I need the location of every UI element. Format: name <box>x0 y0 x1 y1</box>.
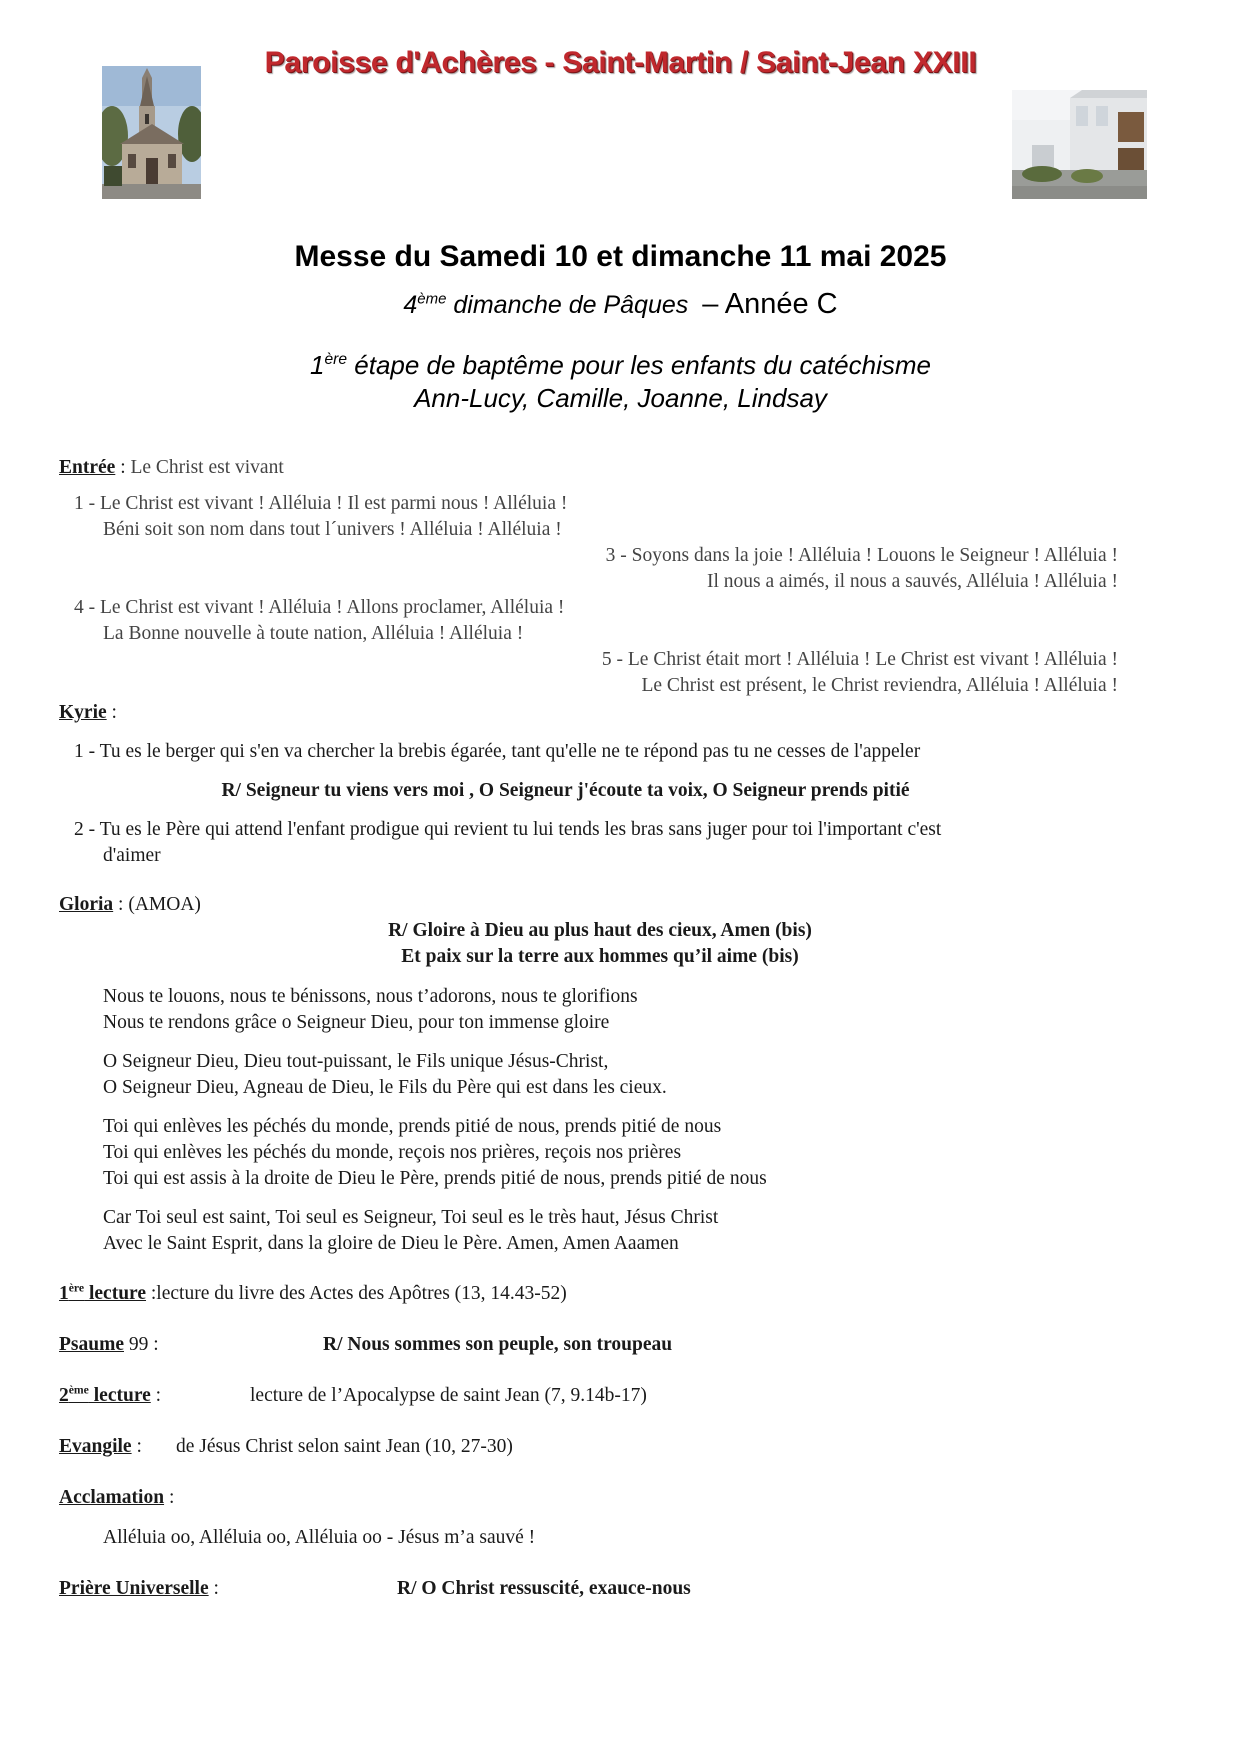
baptism-step-line <box>0 349 1241 382</box>
kyrie-refrain: R/ Seigneur tu viens vers moi , O Seigneur j'écoute ta voix, O Seigneur prends pitié <box>221 780 910 801</box>
gloria-line: Toi qui enlèves les péchés du monde, prends pitié de nous, prends pitié de nous <box>103 1116 722 1137</box>
gospel-text: de Jésus Christ selon saint Jean (10, 27-30) <box>176 1436 513 1457</box>
baptism-step-number: 1 <box>310 350 325 380</box>
universal-prayer-sep: : <box>208 1578 219 1599</box>
universal-prayer-label: Prière Universelle <box>59 1578 209 1599</box>
gospel-label: Evangile <box>59 1436 132 1457</box>
acclamation-label: Acclamation <box>59 1487 165 1508</box>
gospel-sep: : <box>131 1436 142 1457</box>
gloria-refrain-2: Et paix sur la terre aux hommes qu’il aime (bis) <box>401 946 799 967</box>
gloria-line: Toi qui est assis à la droite de Dieu le Père, prends pitié de nous, prends pitié de nous <box>103 1168 767 1189</box>
universal-prayer <box>59 1576 219 1602</box>
entree-verse-line: Béni soit son nom dans tout l´univers ! Alléluia ! Alléluia ! <box>103 519 562 540</box>
gloria-heading <box>59 892 201 918</box>
second-reading-sep: : <box>150 1385 162 1406</box>
entree-label: Entrée <box>59 457 116 478</box>
psalm-refrain: R/ Nous sommes son peuple, son troupeau <box>323 1334 673 1355</box>
psalm-number: 99 : <box>124 1334 159 1355</box>
children-names: Ann-Lucy, Camille, Joanne, Lindsay <box>414 383 827 413</box>
second-reading <box>59 1383 161 1409</box>
entree-heading <box>59 455 284 481</box>
acclamation-sep: : <box>164 1487 175 1508</box>
entree-verse-line: 5 - Le Christ était mort ! Alléluia ! Le Christ est vivant ! Alléluia ! <box>601 649 1118 670</box>
acclamation-text: Alléluia oo, Alléluia oo, Alléluia oo - Jésus m’a sauvé ! <box>103 1527 536 1548</box>
kyrie-label: Kyrie <box>59 702 107 723</box>
psalm-label: Psaume <box>59 1334 124 1355</box>
entree-verse-line: La Bonne nouvelle à toute nation, Alléluia ! Alléluia ! <box>103 623 524 644</box>
kyrie-verse-1: 1 - Tu es le berger qui s'en va chercher la brebis égarée, tant qu'elle ne te répond pas tu ne cesses de l'appeler <box>74 741 921 762</box>
gloria-line: Avec le Saint Esprit, dans la gloire de Dieu le Père. Amen, Amen Aaamen <box>103 1233 679 1254</box>
baptism-step-text: étape de baptême pour les enfants du catéchisme <box>347 350 931 380</box>
liturgical-year: – Année C <box>702 288 838 320</box>
psalm <box>59 1332 159 1358</box>
gloria-line: O Seigneur Dieu, Agneau de Dieu, le Fils du Père qui est dans les cieux. <box>103 1077 667 1098</box>
liturgical-day-text: dimanche de Pâques <box>446 291 689 319</box>
entree-verse-line: 4 - Le Christ est vivant ! Alléluia ! Allons proclamer, Alléluia ! <box>74 597 565 618</box>
liturgical-day <box>0 288 1241 321</box>
baptism-step <box>0 349 1241 415</box>
entree-verse-line: 1 - Le Christ est vivant ! Alléluia ! Il est parmi nous ! Alléluia ! <box>74 493 568 514</box>
first-reading <box>59 1281 567 1307</box>
gloria-line: Nous te louons, nous te bénissons, nous t’adorons, nous te glorifions <box>103 986 638 1007</box>
kyrie-sep: : <box>106 702 117 723</box>
mass-title: Messe du Samedi 10 et dimanche 11 mai 2025 <box>294 240 947 273</box>
liturgical-day-sup: ème <box>417 290 447 308</box>
gloria-sep: : (AMOA) <box>113 894 201 915</box>
gloria-line: Car Toi seul est saint, Toi seul es Seigneur, Toi seul es le très haut, Jésus Christ <box>103 1207 719 1228</box>
second-reading-label: lecture <box>88 1385 151 1406</box>
gloria-line: Toi qui enlèves les péchés du monde, reçois nos prières, reçois nos prières <box>103 1142 682 1163</box>
kyrie-verse-2-cont: d'aimer <box>103 845 161 866</box>
kyrie-verse-2: 2 - Tu es le Père qui attend l'enfant prodigue qui revient tu lui tends les bras sans juger pour toi l'important c'est <box>74 819 942 840</box>
church-photo <box>102 66 201 199</box>
entree-verse-line: Le Christ est présent, le Christ reviendra, Alléluia ! Alléluia ! <box>641 675 1118 696</box>
acclamation <box>59 1485 174 1511</box>
first-reading-number: 1 <box>59 1283 69 1304</box>
gloria-label: Gloria <box>59 894 114 915</box>
second-reading-sup: ème <box>68 1383 89 1397</box>
gloria-line: Nous te rendons grâce o Seigneur Dieu, pour ton immense gloire <box>103 1012 610 1033</box>
community-center-photo <box>1012 90 1147 199</box>
entree-song-title: Le Christ est vivant <box>130 457 284 478</box>
kyrie-heading <box>59 700 117 726</box>
universal-prayer-refrain: R/ O Christ ressuscité, exauce-nous <box>397 1578 691 1599</box>
gloria-line: O Seigneur Dieu, Dieu tout-puissant, le Fils unique Jésus-Christ, <box>103 1051 609 1072</box>
first-reading-label: lecture <box>84 1283 147 1304</box>
first-reading-text: :lecture du livre des Actes des Apôtres (13, 14.43-52) <box>146 1283 567 1304</box>
baptism-step-sup: ère <box>324 350 348 368</box>
gospel <box>59 1434 142 1460</box>
entree-verse-line: 3 - Soyons dans la joie ! Alléluia ! Louons le Seigneur ! Alléluia ! <box>605 545 1118 566</box>
second-reading-text: lecture de l’Apocalypse de saint Jean (7, 9.14b-17) <box>250 1385 647 1406</box>
entree-sep: : <box>115 457 131 478</box>
entree-verse-line: Il nous a aimés, il nous a sauvés, Alléluia ! Alléluia ! <box>706 571 1118 592</box>
liturgical-day-number: 4 <box>403 291 418 319</box>
first-reading-sup: ère <box>68 1281 85 1295</box>
second-reading-number: 2 <box>59 1385 69 1406</box>
gloria-refrain-1: R/ Gloire à Dieu au plus haut des cieux, Amen (bis) <box>388 920 812 941</box>
parish-banner: Paroisse d'Achères - Saint-Martin / Saint-Jean XXIII <box>264 46 977 79</box>
